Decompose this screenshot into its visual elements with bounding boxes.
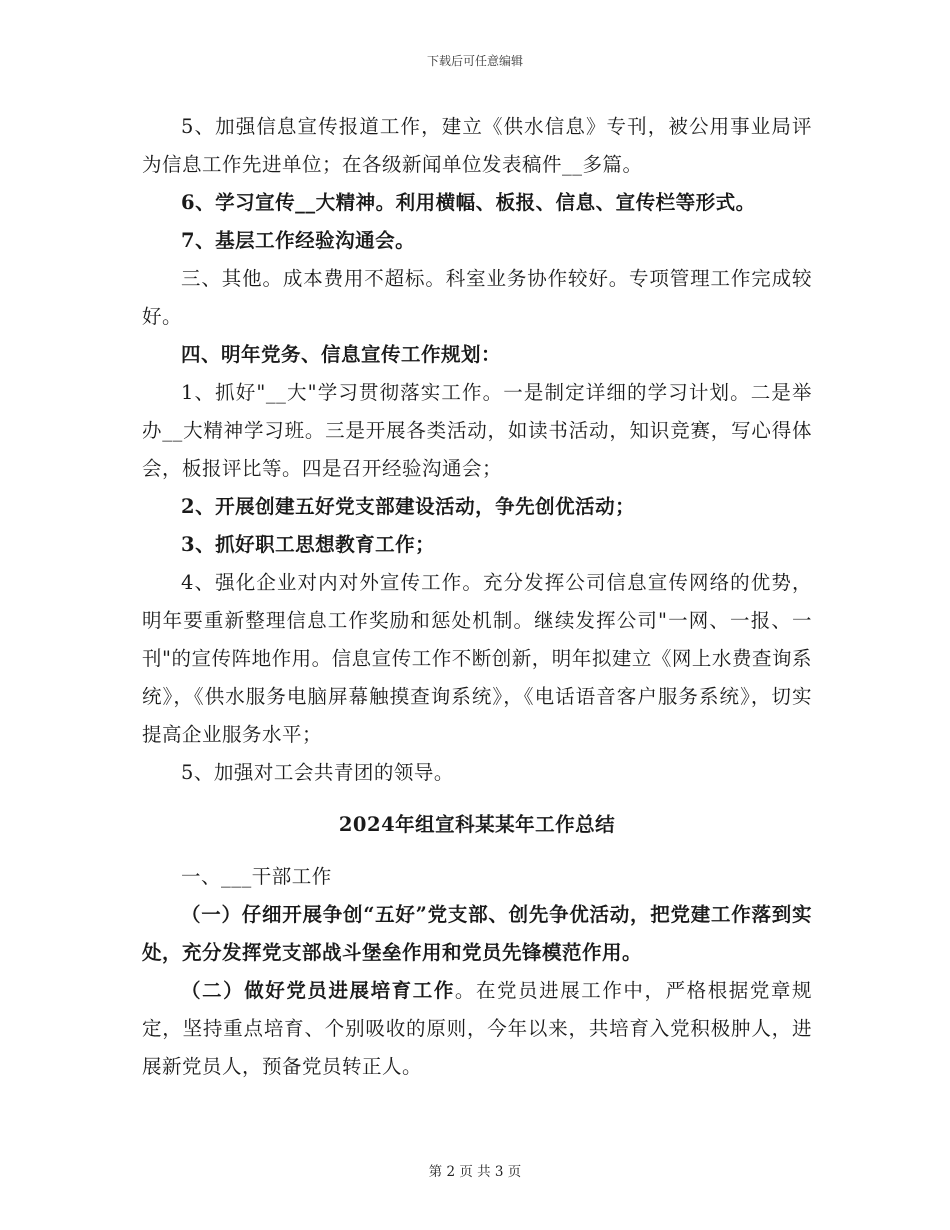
document-title: 2024年组宣科某某年工作总结	[338, 813, 616, 836]
paragraph-section-4-heading: 四、明年党务、信息宣传工作规划：	[181, 343, 502, 366]
header-note: 下载后可任意编辑	[426, 54, 523, 68]
paragraph-plan-3: 3、抓好职工思想教育工作；	[181, 533, 436, 556]
paragraph-subsection-1: （一）仔细开展争创“五好”党支部、创先争优活动，把党建工作落到实处，充分发挥党支部战斗堡垒作用和党员先锋模范作用。	[142, 903, 812, 964]
paragraph-section-1-heading: 一、___干部工作	[181, 865, 332, 888]
paragraph-item-6-study: 6、学习宣传__大精神。利用横幅、板报、信息、宣传栏等形式。	[181, 191, 756, 214]
paragraph-section-3-other: 三、其他。成本费用不超标。科室业务协作较好。专项管理工作完成较好。	[142, 267, 812, 328]
paragraph-item-7-meeting: 7、基层工作经验沟通会。	[181, 229, 416, 252]
subsection-2-body: 。在党员进展工作中，严格根据党章规定，坚持重点培育、个别吸收的原则，今年以来，共培育入党积极肿人，进展新党员人，预备党员转正人。	[142, 979, 812, 1078]
page-number-footer: 第 2 页 共 3 页	[428, 1164, 522, 1180]
paragraph-item-5-info: 5、加强信息宣传报道工作，建立《供水信息》专刊，被公用事业局评为信息工作先进单位；在各级新闻单位发表稿件__多篇。	[142, 115, 812, 176]
paragraph-plan-5: 5、加强对工会共青团的领导。	[181, 761, 454, 784]
paragraph-plan-2: 2、开展创建五好党支部建设活动，争先创优活动；	[181, 495, 636, 518]
paragraph-plan-4: 4、强化企业对内对外宣传工作。充分发挥公司信息宣传网络的优势，明年要重新整理信息工作奖励和惩处机制。继续发挥公司"一网、一报、一刊"的宣传阵地作用。信息宣传工作不断创新，明年拟建立《网上水费查询系统》，《供水服务电脑屏幕触摸查询系统》，《电话语音客户服务系统》，切实提高企业服务水平；	[142, 571, 812, 746]
document-body	[142, 108, 812, 1086]
paragraph-plan-1: 1、抓好"__大"学习贯彻落实工作。一是制定详细的学习计划。二是举办__大精神学习班。三是开展各类活动，如读书活动，知识竞赛，写心得体会，板报评比等。四是召开经验沟通会；	[142, 381, 812, 480]
paragraph-subsection-2	[142, 972, 812, 1086]
subsection-2-lead: （二）做好党员进展培育工作	[181, 979, 455, 1002]
